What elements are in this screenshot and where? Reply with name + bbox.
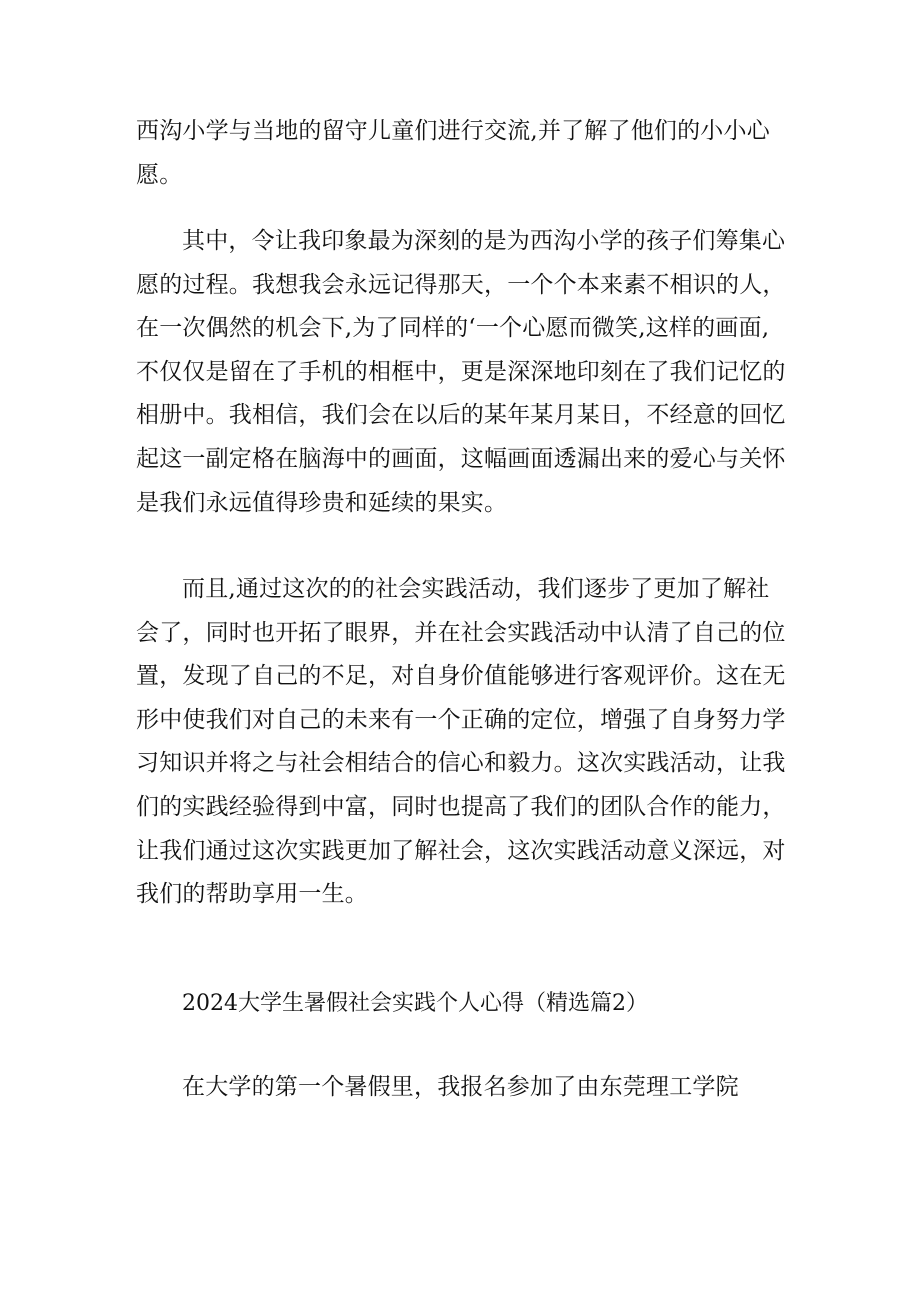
paragraph-line: 让我们通过这次实践更加了解社会，这次实践活动意义深远，对 (136, 837, 786, 864)
paragraph-line: 在大学的第一个暑假里，我报名参加了由东莞理工学院 (182, 1074, 739, 1100)
paragraph-line: 愿的过程。我想我会永远记得那天，一个个本来素不相识的人， (136, 271, 786, 298)
section-heading: 2024大学生暑假社会实践个人心得（精选篇2） (182, 991, 648, 1016)
paragraph-line: 是我们永远值得珍贵和延续的果实。 (136, 489, 508, 516)
paragraph-line: 而且,通过这次的的社会实践活动，我们逐步了更加了解社 (182, 576, 770, 602)
paragraph-line: 会了，同时也开拓了眼界，并在社会实践活动中认清了自己的位 (136, 619, 786, 646)
paragraph-line: 西沟小学与当地的留守儿童们进行交流,并了解了他们的小小心 (136, 118, 770, 144)
paragraph-line: 不仅仅是留在了手机的相框中，更是深深地印刻在了我们记忆的 (136, 358, 786, 385)
paragraph-3 (136, 568, 786, 917)
paragraph-line: 置，发现了自己的不足，对自身价值能够进行客观评价。这在无 (136, 663, 786, 690)
paragraph-line: 我们的帮助享用一生。 (136, 881, 368, 908)
paragraph-line: 形中使我们对自己的未来有一个正确的定位，增强了自身努力学 (136, 706, 786, 733)
paragraph-line: 习知识并将之与社会相结合的信心和毅力。这次实践活动，让我 (136, 750, 786, 777)
paragraph-line: 其中，令让我印象最为深刻的是为西沟小学的孩子们筹集心 (182, 228, 786, 254)
paragraph-line: 们的实践经验得到中富，同时也提高了我们的团队合作的能力， (136, 793, 786, 820)
paragraph-2 (136, 220, 786, 525)
paragraph-4 (182, 1066, 832, 1110)
paragraph-line: 相册中。我相信，我们会在以后的某年某月某日，不经意的回忆 (136, 402, 786, 429)
paragraph-line: 愿。 (136, 161, 183, 188)
paragraph-line: 在一次偶然的机会下,为了同样的‘一个心愿而微笑,这样的画面, (136, 315, 770, 342)
paragraph-1 (136, 110, 786, 197)
paragraph-line: 起这一副定格在脑海中的画面，这幅画面透漏出来的爱心与关怀 (136, 445, 786, 472)
